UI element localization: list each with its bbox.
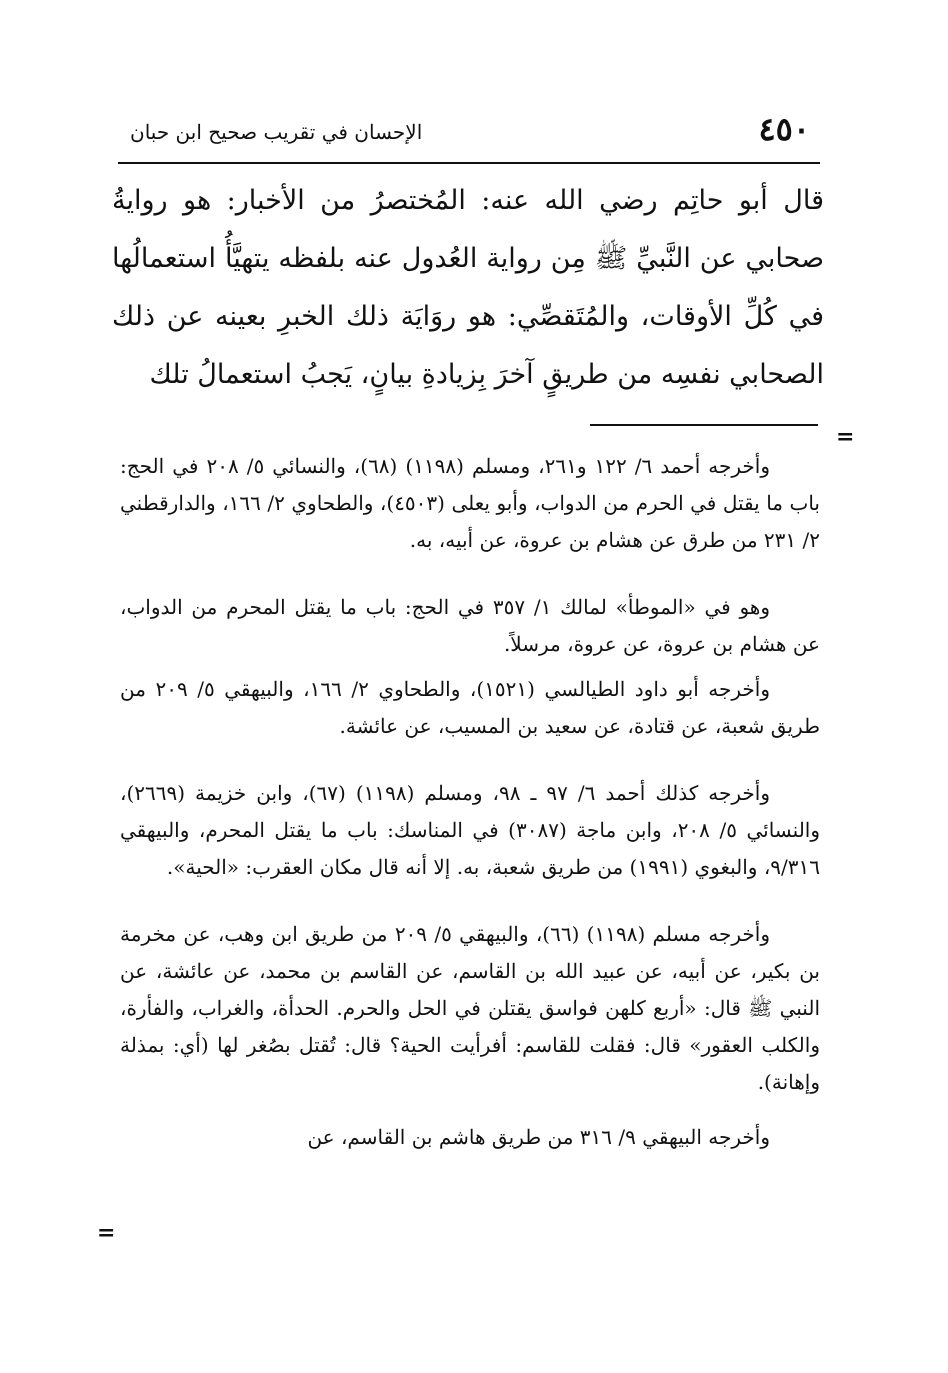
running-title: الإحسان في تقريب صحيح ابن حبان [130, 120, 423, 144]
continuation-mark-bottom: = [97, 1220, 116, 1246]
footnote-separator [590, 424, 818, 426]
header-rule [118, 162, 820, 164]
footnote-paragraph: وأخرجه البيهقي ٩/ ٣١٦ من طريق هاشم بن القاسم، عن [307, 1125, 770, 1149]
footnote-paragraph: وهو في «الموطأ» لمالك ١/ ٣٥٧ في الحج: باب ما يقتل المحرم من الدواب، عن هشام بن عروة، عن عروة، مرسلاً. [120, 595, 820, 656]
continuation-mark-top: = [836, 424, 855, 450]
main-text [112, 172, 824, 404]
page-number: ٤٥٠ [758, 110, 810, 148]
footnote-paragraph: وأخرجه أحمد ٦/ ١٢٢ و٢٦١، ومسلم (١١٩٨) (٦٨)، والنسائي ٥/ ٢٠٨ في الحج: باب ما يقتل في الحرم من الدواب، وأبو يعلى (٤٥٠٣)، والطحاوي ٢/ ١٦٦، والدارقطني ٢/ ٢٣١ من طرق عن هشام بن عروة، عن أبيه، به. [120, 454, 821, 552]
footnote-paragraph: وأخرجه مسلم (١١٩٨) (٦٦)، والبيهقي ٥/ ٢٠٩ من طريق ابن وهب، عن مخرمة بن بكير، عن أبيه، عن عبيد الله بن القاسم، عن القاسم بن محمد، عن عائشة، عن النبي ﷺ قال: «أربع كلهن فواسق يقتلن في الحل والحرم. الحدأة، والغراب، والفأرة، والكلب العقور» قال: فقلت للقاسم: أفرأيت الحية؟ قال: تُقتل بصُغر لها (أي: بمذلة وإهانة). [120, 922, 820, 1094]
footnote-paragraph: وأخرجه كذلك أحمد ٦/ ٩٧ ـ ٩٨، ومسلم (١١٩٨) (٦٧)، وابن خزيمة (٢٦٦٩)، والنسائي ٥/ ٢٠٨، وابن ماجة (٣٠٨٧) في المناسك: باب ما يقتل المحرم، والبيهقي ٩/٣١٦، والبغوي (١٩٩١) من طريق شعبة، به. إلا أنه قال مكان العقرب: «الحية». [120, 781, 820, 879]
page-header [120, 108, 820, 158]
footnotes [120, 448, 820, 1156]
footnote-paragraph: وأخرجه أبو داود الطيالسي (١٥٢١)، والطحاوي ٢/ ١٦٦، والبيهقي ٥/ ٢٠٩ من طريق شعبة، عن قتادة، عن سعيد بن المسيب، عن عائشة. [120, 677, 820, 738]
main-paragraph: قال أبو حاتِم رضي الله عنه: المُختصرُ من الأخبار: هو روايةُ صحابي عن النَّبيِّ ﷺ مِن رواية العُدول عنه بلفظه يتهيَّأُ استعمالُها في كُلِّ الأوقات، والمُتَقصِّي: هو روَايَة ذلك الخبرِ بعينه عن ذلك الصحابي نفسِه من طريقٍ آخرَ بِزيادةِ بيانٍ، يَجبُ استعمالُ تلك [112, 185, 824, 390]
